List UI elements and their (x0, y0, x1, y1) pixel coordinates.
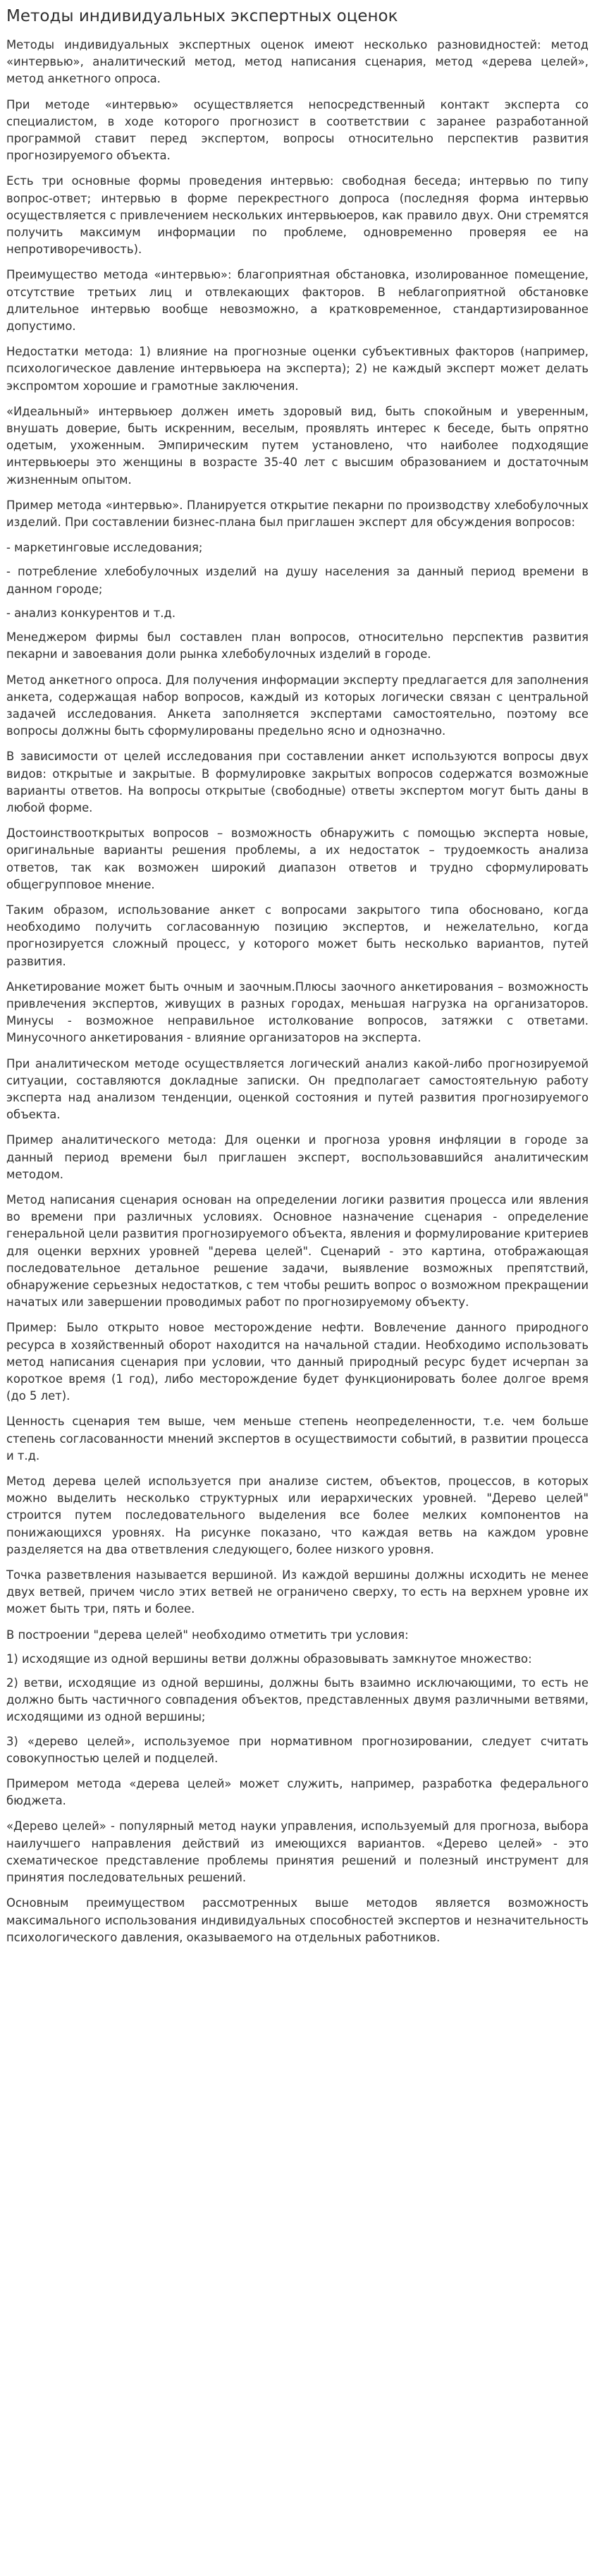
paragraph: «Идеальный» интервьюер должен иметь здоровый вид, быть спокойным и уверенным, внушать доверие, быть искренним, веселым, проявлять интерес к беседе, быть опрятно одетым, ухоженным. Эмпирическим путем установлено, что наиболее подходящие интервьюеры это женщины в возрасте 35-40 лет с высшим образованием и достаточным жизненным опытом. (6, 404, 589, 487)
article (0, 7, 597, 1946)
paragraph: Достоинствооткрытых вопросов – возможность обнаружить с помощью эксперта новые, оригинальные варианты решения проблемы, а их недостаток – трудоемкость анализа ответов, так как возможен широкий диапазон ответов и трудно сформулировать общегрупповое мнение. (6, 826, 589, 891)
paragraph: Точка разветвления называется вершиной. Из каждой вершины должны исходить не менее двух ветвей, причем число этих ветвей не ограничено сверху, то есть на верхнем уровне их может быть три, пять и более. (6, 1568, 589, 1616)
paragraph: Метод анкетного опроса. Для получения информации эксперту предлагается для заполнения анкета, содержащая набор вопросов, каждый из которых логически связан с центральной задачей исследования. Анкета заполняется экспертами самостоятельно, поэтому все вопросы должны быть сформулированы предельно ясно и однозначно. (6, 673, 589, 738)
paragraph: «Дерево целей» - популярный метод науки управления, используемый для прогноза, выбора наилучшего направления действий из имеющихся вариантов. «Дерево целей» - это схематическое представление проблемы принятия решений и полезный инструмент для принятия последовательных решений. (6, 1819, 589, 1885)
paragraph: Метод дерева целей используется при анализе систем, объектов, процессов, в которых можно выделить несколько структурных или иерархических уровней. "Дерево целей" строится путем последовательного выделения все более мелких компонентов на понижающихся уровнях. На рисунке показано, что каждая ветвь на каждом уровне разделяется на два ответвления следующего, более низкого уровня. (6, 1475, 589, 1556)
paragraph: Менеджером фирмы был составлен план вопросов, относительно перспектив развития пекарни и завоевания доли рынка хлебобулочных изделий в городе. (6, 630, 589, 661)
paragraph: Пример аналитического метода: Для оценки и прогноза уровня инфляции в городе за данный период времени был приглашен эксперт, воспользовавшийся аналитическим методом. (6, 1133, 589, 1181)
paragraph: Недостатки метода: 1) влияние на прогнозные оценки субъективных факторов (например, психологическое давление интервьюера на эксперта); 2) не каждый эксперт может делать экспромтом хорошие и грамотные заключения. (6, 345, 589, 393)
article-body (6, 37, 589, 1946)
paragraph: При методе «интервью» осуществляется непосредственный контакт эксперта со специалистом, в ходе которого прогнозист в соответствии с заранее разработанной программой ставит перед экспертом, вопросы относительно перспектив развития прогнозируемого объекта. (6, 97, 589, 163)
paragraph: Методы индивидуальных экспертных оценок имеют несколько разновидностей: метод «интервью», аналитический метод, метод написания сценария, метод «дерева целей», метод анкетного опроса. (6, 38, 589, 86)
paragraph: В зависимости от целей исследования при составлении анкет используются вопросы двух видов: открытые и закрытые. В формулировке закрытых вопросов содержатся возможные варианты ответов. На вопросы открытые (свободные) ответы экспертом могут быть даны в любой форме. (6, 750, 589, 814)
list-item: - маркетинговые исследования; (6, 541, 203, 555)
paragraph: Пример метода «интервью». Планируется открытие пекарни по производству хлебобулочных изделий. При составлении бизнес-плана был приглашен эксперт для обсуждения вопросов: (6, 498, 589, 530)
paragraph: Пример: Было открыто новое месторождение нефти. Вовлечение данного природного ресурса в хозяйственный оборот находится на начальной стадии. Необходимо использовать метод написания сценария при условии, что данный природный ресурс будет исчерпан за короткое время (1 год), либо месторождение будет функционировать более долгое время (до 5 лет). (6, 1321, 589, 1403)
paragraph: При аналитическом методе осуществляется логический анализ какой-либо прогнозируемой ситуации, составляются докладные записки. Он предполагает самостоятельную работу эксперта над анализом тенденции, оценкой состояния и путей развития прогнозируемого объекта. (6, 1056, 589, 1122)
paragraph: Основным преимуществом рассмотренных выше методов является возможность максимального использования индивидуальных способностей экспертов и незначительность психологического давления, оказываемого на отдельных работников. (6, 1896, 589, 1944)
list-item: 1) исходящие из одной вершины ветви должны образовывать замкнутое множество: (6, 1652, 532, 1666)
paragraph: Таким образом, использование анкет с вопросами закрытого типа обосновано, когда необходимо получить согласованную позицию экспертов, и нежелательно, когда прогнозируется сложный процесс, у которого может быть несколько вариантов, путей развития. (6, 903, 589, 968)
paragraph: Примером метода «дерева целей» может служить, например, разработка федерального бюджета. (6, 1777, 589, 1808)
paragraph: Есть три основные формы проведения интервью: свободная беседа; интервью по типу вопрос-ответ; интервью в форме перекрестного допроса (последняя форма интервью осуществляется с привлечением нескольких интервьюеров, как правило двух. Они стремятся получить максимум информации по проблеме, одновременно проверяя ее на непротиворечивость). (6, 174, 589, 257)
paragraph: 3) «дерево целей», используемое при нормативном прогнозировании, следует считать совокупностью целей и подцелей. (6, 1734, 589, 1765)
list-item: 2) ветви, исходящие из одной вершины, должны быть взаимно исключающими, то есть не должно быть частичного совпадения объектов, представленных двумя различными ветвями, исходящими из одной вершины; (6, 1676, 589, 1724)
paragraph: Преимущество метода «интервью»: благоприятная обстановка, изолированное помещение, отсутствие третьих лиц и отвлекающих факторов. В неблагоприятной обстановке длительное интервью вообще невозможно, а кратковременное, стандартизированное допустимо. (6, 268, 589, 334)
list-item: - анализ конкурентов и т.д. (6, 606, 176, 620)
list-item: - потребление хлебобулочных изделий на душу населения за данный период времени в данном городе; (6, 565, 589, 596)
paragraph: Метод написания сценария основан на определении логики развития процесса или явления во времени при различных условиях. Основное назначение сценария - определение генеральной цели развития прогнозируемого объекта, явления и формулирование критериев для оценки верхних уровней "дерева целей". Сценарий - это картина, отображающая последовательное детальное решение задачи, выявление возможных препятствий, обнаружение серьезных недостатков, с тем чтобы решить вопрос о возможном прекращении начатых или завершении проводимых работ по прогнозируемому объекту. (6, 1192, 589, 1310)
paragraph: Ценность сценария тем выше, чем меньше степень неопределенности, т.е. чем больше степень согласованности мнений экспертов в осуществимости событий, в развитии процесса и т.д. (6, 1415, 589, 1463)
paragraph: Анкетирование может быть очным и заочным.Плюсы заочного анкетирования – возможность привлечения экспертов, живущих в разных городах, меньшая нагрузка на организаторов. Минусы - возможное неправильное истолкование вопросов, затяжки с ответами. Минусочного анкетирования - влияние организаторов на эксперта. (6, 979, 589, 1045)
page-title: Методы индивидуальных экспертных оценок (6, 7, 398, 25)
list-item: В построении "дерева целей" необходимо отметить три условия: (6, 1628, 409, 1642)
